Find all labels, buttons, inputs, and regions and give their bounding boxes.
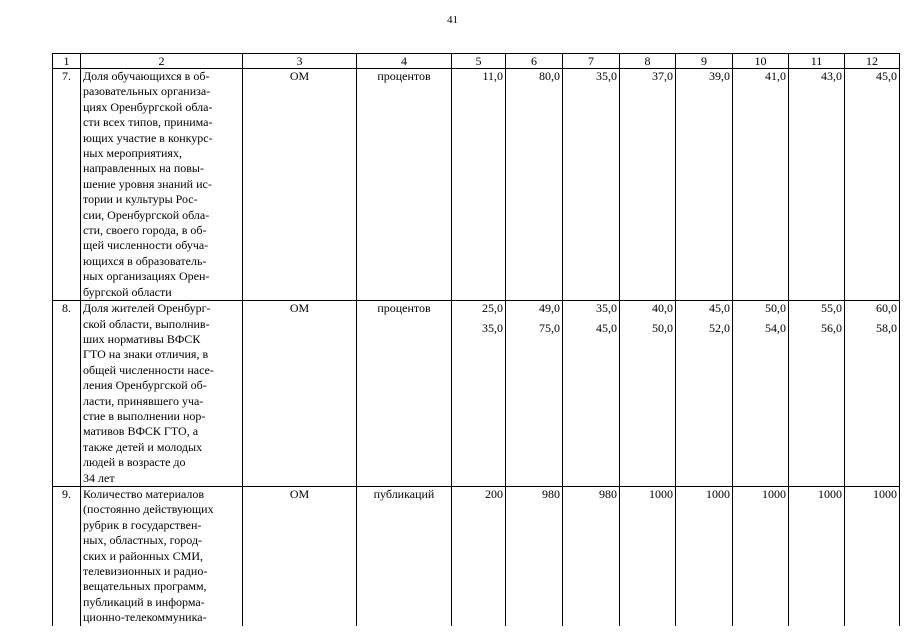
header-cell: 5 [452, 54, 506, 69]
value-cell [733, 486, 789, 625]
description-line: телевизионных и радио- [83, 564, 208, 578]
description-line: направленных на повы- [83, 161, 204, 176]
table-row [53, 486, 900, 625]
page-number: 41 [447, 14, 458, 26]
value-line: 80,0 [539, 69, 560, 83]
value-line: 45,0 [709, 301, 730, 316]
description-line: ления Оренбургской об- [83, 378, 207, 393]
indicator-type: ОМ [243, 69, 357, 301]
value-line: 25,0 [482, 301, 503, 316]
description-line: сии, Оренбургской обла- [83, 207, 210, 222]
value-line: 54,0 [765, 321, 786, 336]
indicator-description [81, 69, 243, 301]
value-line: 58,0 [876, 321, 897, 336]
value-cell [676, 301, 733, 487]
description-line: публикаций в информа- [83, 594, 205, 609]
unit-of-measure: процентов [357, 69, 452, 301]
description-line: вещательных программ, [83, 579, 207, 594]
description-line: мативов ВФСК ГТО, а [83, 424, 199, 439]
description-line: щей численности обуча- [83, 238, 209, 253]
value-cell [452, 486, 506, 625]
value-line: 55,0 [821, 301, 842, 316]
description-line: ных, областных, город- [83, 533, 203, 548]
value-line: 50,0 [652, 321, 673, 336]
value-cell [452, 301, 506, 487]
value-line: 75,0 [539, 321, 560, 336]
value-cell [506, 301, 563, 487]
header-cell: 6 [506, 54, 563, 69]
description-line: ской области, выполнив- [83, 316, 210, 331]
description-line: 34 лет [83, 470, 115, 485]
value-line: 40,0 [652, 301, 673, 316]
value-cell [620, 301, 676, 487]
value-line: 60,0 [876, 301, 897, 316]
description-line: шение уровня знаний ис- [83, 176, 212, 191]
description-line: ционно-телекоммуника- [83, 610, 207, 625]
indicator-type: ОМ [243, 301, 357, 487]
value-line: 43,0 [821, 69, 842, 83]
header-cell: 2 [81, 54, 243, 69]
description-line: тории и культуры Рос- [83, 192, 198, 207]
indicator-type: ОМ [243, 486, 357, 625]
description-line: Доля обучающихся в об- [83, 69, 210, 83]
value-cell [506, 69, 563, 301]
value-line: 35,0 [596, 301, 617, 316]
unit-of-measure: публикаций [357, 486, 452, 625]
value-line: 1000 [649, 486, 673, 501]
unit-of-measure: процентов [357, 301, 452, 487]
header-cell: 9 [676, 54, 733, 69]
value-line: 35,0 [596, 69, 617, 83]
value-cell [563, 486, 620, 625]
value-line: 39,0 [709, 69, 730, 83]
value-line: 45,0 [596, 321, 617, 336]
value-line: 1000 [706, 486, 730, 501]
header-cell: 11 [789, 54, 845, 69]
description-line: разовательных организа- [83, 84, 211, 99]
value-line: 56,0 [821, 321, 842, 336]
value-line: 45,0 [876, 69, 897, 83]
value-line: 1000 [818, 486, 842, 501]
value-line: 35,0 [482, 321, 503, 336]
description-line: ных организациях Орен- [83, 269, 210, 284]
description-line: ющихся в образователь- [83, 253, 207, 268]
description-line: Количество материалов [83, 486, 205, 501]
value-line: 200 [485, 486, 503, 501]
column-number-header-row [53, 54, 900, 69]
value-cell [620, 69, 676, 301]
value-line: 37,0 [652, 69, 673, 83]
value-cell [733, 301, 789, 487]
description-line: ющих участие в конкурс- [83, 130, 213, 145]
header-cell: 3 [243, 54, 357, 69]
indicator-description [81, 301, 243, 487]
row-number: 9. [53, 486, 81, 625]
indicators-table [52, 53, 900, 626]
header-cell: 8 [620, 54, 676, 69]
table-row [53, 301, 900, 487]
description-line: также детей и молодых [83, 439, 203, 454]
value-cell [789, 486, 845, 625]
value-cell [620, 486, 676, 625]
description-line: людей в возрасте до [83, 455, 186, 470]
value-cell [676, 69, 733, 301]
value-cell [563, 69, 620, 301]
description-line: бургской области [83, 284, 172, 299]
value-cell [845, 301, 900, 487]
description-line: сти, своего города, в об- [83, 223, 207, 238]
description-line: общей численности насе- [83, 362, 214, 377]
value-line: 11,0 [482, 69, 503, 83]
value-cell [845, 486, 900, 625]
value-cell [789, 69, 845, 301]
row-number: 7. [53, 69, 81, 301]
value-line: 50,0 [765, 301, 786, 316]
header-cell: 10 [733, 54, 789, 69]
description-line: Доля жителей Оренбург- [83, 301, 211, 316]
value-line: 1000 [762, 486, 786, 501]
description-line: ГТО на знаки отличия, в [83, 347, 209, 362]
description-line: стие в выполнении нор- [83, 408, 206, 423]
header-cell: 1 [53, 54, 81, 69]
description-line: ных мероприятиях, [83, 146, 182, 161]
header-cell: 12 [845, 54, 900, 69]
description-line: сти всех типов, принима- [83, 115, 213, 130]
header-cell: 7 [563, 54, 620, 69]
description-line: ских и районных СМИ, [83, 548, 203, 563]
value-line: 41,0 [765, 69, 786, 83]
description-line: рубрик в государствен- [83, 517, 202, 532]
description-line: ласти, принявшего уча- [83, 393, 204, 408]
value-cell [789, 301, 845, 487]
row-number: 8. [53, 301, 81, 487]
description-line: циях Оренбургской обла- [83, 99, 213, 114]
value-line: 49,0 [539, 301, 560, 316]
indicator-description [81, 486, 243, 625]
table-row [53, 69, 900, 301]
value-cell [845, 69, 900, 301]
value-cell [733, 69, 789, 301]
value-cell [452, 69, 506, 301]
value-cell [563, 301, 620, 487]
value-line: 980 [542, 486, 560, 501]
value-line: 1000 [873, 486, 897, 501]
description-line: ших нормативы ВФСК [83, 331, 201, 346]
header-cell: 4 [357, 54, 452, 69]
value-line: 980 [599, 486, 617, 501]
description-line: (постоянно действующих [83, 502, 214, 517]
value-line: 52,0 [709, 321, 730, 336]
value-cell [506, 486, 563, 625]
value-cell [676, 486, 733, 625]
